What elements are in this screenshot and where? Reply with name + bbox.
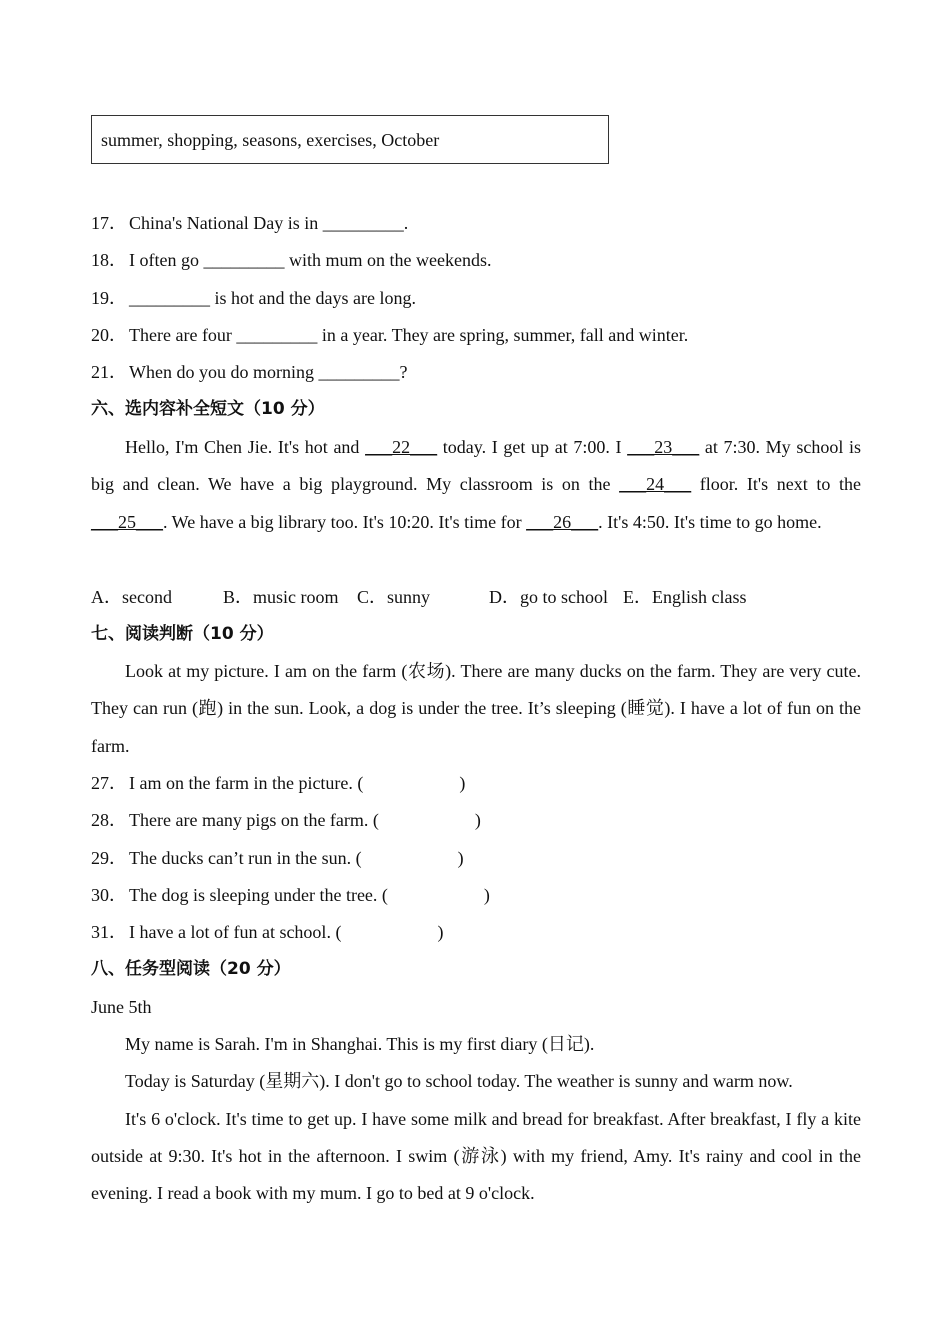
diary-date: June 5th [91,997,152,1017]
option-a: A．second [91,587,172,607]
option-d: D．go to school [489,587,608,607]
section-6-passage: Hello, I'm Chen Jie. It's hot and ___22___ today. I get up at 7:00. I ___23___ at 7:30. My school is big and clean. We have a big playground. My classroom is on the ___24___ floor. It's next to the ___25___. We have a big library too. It's 10:20. It's time for ___26___. It's 4:50. It's time to go home. [91,437,861,532]
word-bank-text: summer, shopping, seasons, exercises, October [101,130,440,150]
option-c: C．sunny [357,587,431,607]
section-8-passage: My name is Sarah. I'm in Shanghai. This is my first diary (日记). Today is Saturday (星期六). I don't go to school today. The weather is sunny and warm now. It's 6 o'clock. It's time to get up. I have some milk and bread for breakfast. After breakfast, I fly a kite outside at 9:30. It's hot in the afternoon. I swim (游泳) with my friend, Amy. It's rainy and cool in the evening. I read a book with my mum. I go to bed at 9 o'clock. [91,1034,861,1204]
question-28: 28． There are many pigs on the farm. ( ) [91,810,481,830]
blank-25: ___25___ [91,511,163,532]
blank-23: ___23___ [627,437,700,457]
blank-24: ___24___ [619,474,692,495]
question-31: 31． I have a lot of fun at school. ( ) [91,922,444,942]
section-7-title: 七、阅读判断（10 分） [91,624,274,644]
blank-22: ___22___ [365,437,438,457]
question-17: 17． China's National Day is in _________. [91,213,409,233]
question-30: 30． The dog is sleeping under the tree. ( ) [91,885,490,905]
section-8-title: 八、任务型阅读（20 分） [91,959,291,979]
question-29: 29． The ducks can’t run in the sun. ( ) [91,848,464,868]
question-27: 27． I am on the farm in the picture. ( ) [91,773,466,793]
question-18: 18． I often go _________ with mum on the weekends. [91,250,492,270]
question-20: 20． There are four _________ in a year. They are spring, summer, fall and winter. [91,325,689,345]
option-b: B．music room [223,587,339,607]
option-e: E．English class [623,587,747,607]
word-bank-box [91,115,609,164]
blank-26: ___26___ [526,511,599,532]
section-6-options [91,585,747,609]
question-21: 21． When do you do morning _________? [91,362,408,382]
section-6-title: 六、选内容补全短文（10 分） [91,399,325,419]
question-19: 19． _________ is hot and the days are long. [91,288,416,308]
section-7-passage: Look at my picture. I am on the farm (农场). There are many ducks on the farm. They are very cute. They can run (跑) in the sun. Look, a dog is under the tree. It’s sleeping (睡觉). I have a lot of fun on the farm. [91,661,861,756]
